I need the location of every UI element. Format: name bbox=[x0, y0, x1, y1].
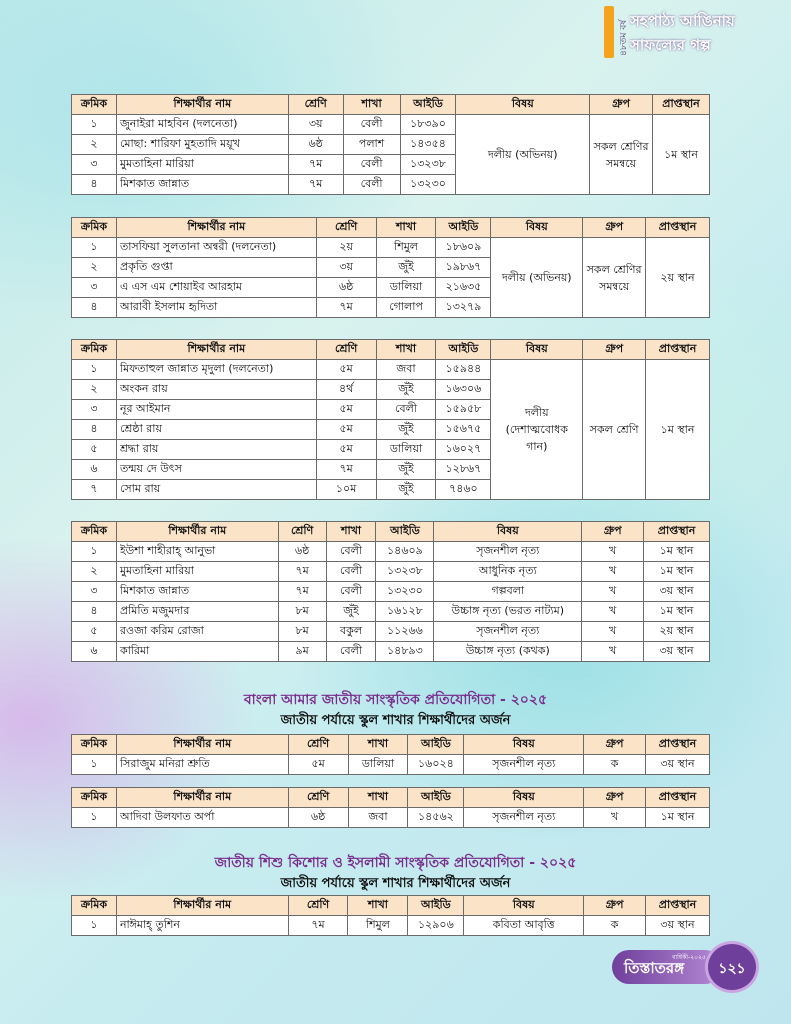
group-cell: ক bbox=[584, 755, 646, 775]
id-cell: ১৬১২৮ bbox=[376, 602, 434, 622]
class-cell: ৭ম bbox=[288, 916, 348, 936]
table-row bbox=[72, 582, 710, 602]
results-table-national-3 bbox=[71, 895, 710, 936]
serial-cell: ১ bbox=[72, 755, 117, 775]
col-header: বিষয় bbox=[491, 340, 583, 360]
class-cell: ৭ম bbox=[316, 460, 376, 480]
class-cell: ৬ষ্ঠ bbox=[288, 135, 343, 155]
serial-cell: ১ bbox=[72, 916, 117, 936]
class-cell: ১০ম bbox=[316, 480, 376, 500]
col-header: ক্রমিক bbox=[72, 340, 117, 360]
class-cell: ৫ম bbox=[316, 400, 376, 420]
col-header: শাখা bbox=[348, 735, 408, 755]
section-cell: গোলাপ bbox=[376, 298, 436, 318]
footer-brand: তিস্তাতরঙ্গ bbox=[624, 959, 685, 977]
col-header: গ্রুপ bbox=[584, 896, 646, 916]
position-cell: ২য় স্থান bbox=[644, 622, 710, 642]
table-header-row bbox=[72, 896, 710, 916]
table-row bbox=[72, 238, 710, 258]
student-name-cell: মুমতাহিনা মারিয়া bbox=[116, 155, 288, 175]
id-cell: ১২৯০৬ bbox=[408, 916, 464, 936]
class-cell: ৬ষ্ঠ bbox=[288, 808, 348, 828]
section-cell: বেলী bbox=[326, 562, 376, 582]
col-header: প্রাপ্তস্থান bbox=[646, 735, 710, 755]
col-header: বিষয় bbox=[464, 896, 584, 916]
class-cell: ৩য় bbox=[288, 115, 343, 135]
student-name-cell: মিশকাত জান্নাত bbox=[116, 175, 288, 195]
id-cell: ১৩২৩৮ bbox=[376, 562, 434, 582]
student-name-cell: মিশকাত জান্নাত bbox=[116, 582, 278, 602]
class-cell: ৯ম bbox=[278, 642, 326, 662]
section-cell: ডালিয়া bbox=[376, 278, 436, 298]
col-header: প্রাপ্তস্থান bbox=[646, 896, 710, 916]
col-header: বিষয় bbox=[456, 95, 590, 115]
subject-cell: সৃজনশীল নৃত্য bbox=[434, 542, 582, 562]
position-cell: ১ম স্থান bbox=[644, 542, 710, 562]
serial-cell: ৩ bbox=[72, 155, 117, 175]
class-cell: ৭ম bbox=[288, 175, 343, 195]
subject-cell: দলীয় (অভিনয়) bbox=[456, 115, 590, 195]
position-cell: ১ম স্থান bbox=[646, 360, 710, 500]
position-cell: ২য় স্থান bbox=[646, 238, 710, 318]
class-cell: ৮ম bbox=[278, 622, 326, 642]
section-cell: জবা bbox=[348, 808, 408, 828]
group-cell: খ bbox=[582, 582, 644, 602]
section-cell: পলাশ bbox=[343, 135, 400, 155]
results-table-individual bbox=[71, 521, 710, 662]
serial-cell: ৪ bbox=[72, 602, 117, 622]
table-row bbox=[72, 808, 710, 828]
serial-cell: ২ bbox=[72, 380, 117, 400]
section-cell: বেলী bbox=[343, 115, 400, 135]
id-cell: ১৬০২৪ bbox=[408, 755, 464, 775]
id-cell: ১১২৬৬ bbox=[376, 622, 434, 642]
table-row bbox=[72, 562, 710, 582]
position-cell: ১ম স্থান bbox=[644, 562, 710, 582]
header-accent-bar bbox=[604, 6, 614, 58]
student-name-cell: মিফতাহুল জান্নাত মৃদুলা (দলনেতা) bbox=[116, 360, 316, 380]
student-name-cell: মুমতাহিনা মারিয়া bbox=[116, 562, 278, 582]
class-cell: ২য় bbox=[316, 238, 376, 258]
table-header-row bbox=[72, 95, 710, 115]
student-name-cell: প্রকৃতি গুপ্তা bbox=[116, 258, 316, 278]
subject-cell: সৃজনশীল নৃত্য bbox=[464, 755, 584, 775]
col-header: শিক্ষার্থীর নাম bbox=[116, 735, 288, 755]
col-header: শিক্ষার্থীর নাম bbox=[116, 340, 316, 360]
col-header: শাখা bbox=[343, 95, 400, 115]
section-cell: জুঁই bbox=[376, 460, 436, 480]
col-header: ক্রমিক bbox=[72, 522, 117, 542]
subject-cell: সৃজনশীল নৃত্য bbox=[464, 808, 584, 828]
id-cell: ১৪৩৫৪ bbox=[400, 135, 456, 155]
col-header: আইডি bbox=[400, 95, 456, 115]
table-header-row bbox=[72, 340, 710, 360]
section-cell: বেলী bbox=[326, 642, 376, 662]
serial-cell: ১ bbox=[72, 360, 117, 380]
section-cell: শিমুল bbox=[376, 238, 436, 258]
class-cell: ৫ম bbox=[316, 360, 376, 380]
id-cell: ১৩২৩৮ bbox=[400, 155, 456, 175]
id-cell: ১৩২৩০ bbox=[400, 175, 456, 195]
position-cell: ১ম স্থান bbox=[646, 808, 710, 828]
student-name-cell: নাঈমাহ্ তুশিন bbox=[116, 916, 288, 936]
position-cell: ১ম স্থান bbox=[644, 602, 710, 622]
section-cell: জুঁই bbox=[376, 420, 436, 440]
header-ribbon bbox=[604, 0, 791, 62]
group-cell: সকল শ্রেণির সমন্বয়ে bbox=[583, 238, 646, 318]
serial-cell: ৪ bbox=[72, 420, 117, 440]
student-name-cell: ইউশা শাহীরাহ্ আনুভা bbox=[116, 542, 278, 562]
col-header: আইডি bbox=[408, 788, 464, 808]
page-number: ১২১ bbox=[718, 961, 746, 977]
col-header: গ্রুপ bbox=[583, 340, 646, 360]
col-header: শাখা bbox=[348, 896, 408, 916]
class-cell: ৬ষ্ঠ bbox=[316, 278, 376, 298]
col-header: প্রাপ্তস্থান bbox=[646, 218, 710, 238]
header-title-line2: সাফল্যের গল্প bbox=[630, 36, 711, 54]
col-header: শ্রেণি bbox=[288, 735, 348, 755]
class-cell: ৫ম bbox=[288, 755, 348, 775]
col-header: আইডি bbox=[436, 218, 491, 238]
col-header: প্রাপ্তস্থান bbox=[646, 788, 710, 808]
section-cell: জবা bbox=[376, 360, 436, 380]
col-header: শাখা bbox=[348, 788, 408, 808]
section-cell: জুঁই bbox=[376, 380, 436, 400]
serial-cell: ৩ bbox=[72, 400, 117, 420]
id-cell: ১৮৩৯০ bbox=[400, 115, 456, 135]
group-cell: ক bbox=[584, 916, 646, 936]
col-header: ক্রমিক bbox=[72, 896, 117, 916]
table-header-row bbox=[72, 218, 710, 238]
col-header: ক্রমিক bbox=[72, 788, 117, 808]
student-name-cell: অংকন রায় bbox=[116, 380, 316, 400]
col-header: শাখা bbox=[376, 340, 436, 360]
col-header: শিক্ষার্থীর নাম bbox=[116, 218, 316, 238]
serial-cell: ২ bbox=[72, 135, 117, 155]
col-header: ক্রমিক bbox=[72, 735, 117, 755]
col-header: বিষয় bbox=[491, 218, 583, 238]
table-row bbox=[72, 360, 710, 380]
section-subtitle: জাতীয় পর্যায়ে স্কুল শাখার শিক্ষার্থীদের অর্জন bbox=[280, 713, 511, 728]
id-cell: ১৪৫৬২ bbox=[408, 808, 464, 828]
section-title: জাতীয় শিশু কিশোর ও ইসলামী সাংস্কৃতিক প্রতিযোগিতা - ২০২৫ bbox=[214, 855, 577, 871]
serial-cell: ১ bbox=[72, 115, 117, 135]
section-cell: ডালিয়া bbox=[348, 755, 408, 775]
serial-cell: ৫ bbox=[72, 622, 117, 642]
section-cell: জুঁই bbox=[376, 258, 436, 278]
student-name-cell: তন্ময় দে উৎস bbox=[116, 460, 316, 480]
subject-cell: আধুনিক নৃত্য bbox=[434, 562, 582, 582]
id-cell: ৭৪৬০ bbox=[436, 480, 491, 500]
section-cell: জুঁই bbox=[326, 602, 376, 622]
table-row bbox=[72, 642, 710, 662]
section-cell: বেলী bbox=[326, 582, 376, 602]
section-cell: শিমুল bbox=[348, 916, 408, 936]
position-cell: ৩য় স্থান bbox=[644, 642, 710, 662]
section-cell: জুঁই bbox=[376, 480, 436, 500]
student-name-cell: তাসফিয়া সুলতানা অন্বরী (দলনেতা) bbox=[116, 238, 316, 258]
results-table-national-1 bbox=[71, 734, 710, 775]
header-year-label: ৪৮তম বর্ষ bbox=[619, 19, 629, 56]
table-row bbox=[72, 916, 710, 936]
position-cell: ৩য় স্থান bbox=[644, 582, 710, 602]
table-header-row bbox=[72, 522, 710, 542]
col-header: আইডি bbox=[408, 735, 464, 755]
section-cell: বেলী bbox=[343, 175, 400, 195]
table-row bbox=[72, 602, 710, 622]
footer-year: বার্ষিকী-২০২৫ bbox=[672, 954, 706, 961]
col-header: শাখা bbox=[326, 522, 376, 542]
student-name-cell: আরাবী ইসলাম হৃদিতা bbox=[116, 298, 316, 318]
class-cell: ৪র্থ bbox=[316, 380, 376, 400]
id-cell: ১৬০২৭ bbox=[436, 440, 491, 460]
group-cell: খ bbox=[582, 622, 644, 642]
section-cell: বেলী bbox=[343, 155, 400, 175]
group-cell: খ bbox=[582, 642, 644, 662]
id-cell: ১৫৬৭৫ bbox=[436, 420, 491, 440]
col-header: গ্রুপ bbox=[584, 788, 646, 808]
serial-cell: ৪ bbox=[72, 298, 117, 318]
id-cell: ১৯৮৬৭ bbox=[436, 258, 491, 278]
col-header: আইডি bbox=[436, 340, 491, 360]
col-header: শ্রেণি bbox=[288, 788, 348, 808]
position-cell: ৩য় স্থান bbox=[646, 916, 710, 936]
serial-cell: ৭ bbox=[72, 480, 117, 500]
class-cell: ৭ম bbox=[316, 298, 376, 318]
table-row bbox=[72, 622, 710, 642]
class-cell: ৭ম bbox=[288, 155, 343, 175]
section-cell: ডালিয়া bbox=[376, 440, 436, 460]
section-cell: বেলী bbox=[326, 542, 376, 562]
subject-cell: কবিতা আবৃত্তি bbox=[464, 916, 584, 936]
id-cell: ১২৮৬৭ bbox=[436, 460, 491, 480]
serial-cell: ৪ bbox=[72, 175, 117, 195]
group-cell: খ bbox=[582, 602, 644, 622]
student-name-cell: নূর আইমান bbox=[116, 400, 316, 420]
col-header: বিষয় bbox=[464, 735, 584, 755]
serial-cell: ৬ bbox=[72, 460, 117, 480]
col-header: শাখা bbox=[376, 218, 436, 238]
student-name-cell: সিরাজুম মনিরা শ্রুতি bbox=[116, 755, 288, 775]
student-name-cell: জুনাইরা মাহবিন (দলনেতা) bbox=[116, 115, 288, 135]
student-name-cell: এ এস এম শোয়াইব আরহাম bbox=[116, 278, 316, 298]
class-cell: ৫ম bbox=[316, 440, 376, 460]
serial-cell: ৩ bbox=[72, 582, 117, 602]
class-cell: ৭ম bbox=[278, 582, 326, 602]
id-cell: ১৩২৭৯ bbox=[436, 298, 491, 318]
class-cell: ৬ষ্ঠ bbox=[278, 542, 326, 562]
position-cell: ১ম স্থান bbox=[653, 115, 710, 195]
results-table-patriotic-song bbox=[71, 339, 710, 500]
id-cell: ২১৬৩৫ bbox=[436, 278, 491, 298]
serial-cell: ৫ bbox=[72, 440, 117, 460]
col-header: শিক্ষার্থীর নাম bbox=[116, 522, 278, 542]
serial-cell: ৩ bbox=[72, 278, 117, 298]
page-footer-badge bbox=[612, 944, 768, 990]
class-cell: ৭ম bbox=[278, 562, 326, 582]
class-cell: ৩য় bbox=[316, 258, 376, 278]
col-header: ক্রমিক bbox=[72, 218, 117, 238]
subject-cell: উচ্চাঙ্গ নৃত্য (ভরত নাট্যম) bbox=[434, 602, 582, 622]
class-cell: ৫ম bbox=[316, 420, 376, 440]
serial-cell: ২ bbox=[72, 562, 117, 582]
group-cell: সকল শ্রেণির সমন্বয়ে bbox=[590, 115, 653, 195]
header-title-line1: সহপাঠ্য আঙিনায় bbox=[630, 12, 735, 30]
col-header: শ্রেণি bbox=[316, 218, 376, 238]
serial-cell: ১ bbox=[72, 542, 117, 562]
class-cell: ৮ম bbox=[278, 602, 326, 622]
id-cell: ১৫৯৫৮ bbox=[436, 400, 491, 420]
id-cell: ১৬৩০৬ bbox=[436, 380, 491, 400]
group-cell: খ bbox=[582, 542, 644, 562]
table-header-row bbox=[72, 788, 710, 808]
section-cell: বেলী bbox=[376, 400, 436, 420]
table-row bbox=[72, 542, 710, 562]
student-name-cell: রওজা করিম রোজা bbox=[116, 622, 278, 642]
col-header: শিক্ষার্থীর নাম bbox=[116, 95, 288, 115]
col-header: প্রাপ্তস্থান bbox=[653, 95, 710, 115]
group-cell: খ bbox=[582, 562, 644, 582]
student-name-cell: শ্রেষ্ঠা রায় bbox=[116, 420, 316, 440]
student-name-cell: প্রমিতি মজুমদার bbox=[116, 602, 278, 622]
col-header: শ্রেণি bbox=[288, 95, 343, 115]
id-cell: ১৩২৩০ bbox=[376, 582, 434, 602]
col-header: গ্রুপ bbox=[584, 735, 646, 755]
results-table-drama-2 bbox=[71, 217, 710, 318]
group-cell: সকল শ্রেণি bbox=[583, 360, 646, 500]
serial-cell: ১ bbox=[72, 808, 117, 828]
col-header: শ্রেণি bbox=[288, 896, 348, 916]
student-name-cell: শ্রদ্ধা রায় bbox=[116, 440, 316, 460]
col-header: গ্রুপ bbox=[582, 522, 644, 542]
serial-cell: ৬ bbox=[72, 642, 117, 662]
id-cell: ১৪৮৯৩ bbox=[376, 642, 434, 662]
student-name-cell: সোম রায় bbox=[116, 480, 316, 500]
col-header: শিক্ষার্থীর নাম bbox=[116, 896, 288, 916]
col-header: ক্রমিক bbox=[72, 95, 117, 115]
table-row bbox=[72, 755, 710, 775]
col-header: বিষয় bbox=[434, 522, 582, 542]
student-name-cell: কারিমা bbox=[116, 642, 278, 662]
col-header: আইডি bbox=[408, 896, 464, 916]
col-header: গ্রুপ bbox=[590, 95, 653, 115]
position-cell: ৩য় স্থান bbox=[646, 755, 710, 775]
col-header: আইডি bbox=[376, 522, 434, 542]
col-header: শিক্ষার্থীর নাম bbox=[116, 788, 288, 808]
subject-cell: গল্পবলা bbox=[434, 582, 582, 602]
subject-cell: সৃজনশীল নৃত্য bbox=[434, 622, 582, 642]
results-table-drama-1 bbox=[71, 94, 710, 195]
serial-cell: ২ bbox=[72, 258, 117, 278]
id-cell: ১৪৬০৯ bbox=[376, 542, 434, 562]
col-header: বিষয় bbox=[464, 788, 584, 808]
id-cell: ১৫৯৪৪ bbox=[436, 360, 491, 380]
table-row bbox=[72, 115, 710, 135]
subject-cell: উচ্চাঙ্গ নৃত্য (কথক) bbox=[434, 642, 582, 662]
group-cell: খ bbox=[584, 808, 646, 828]
student-name-cell: আদিবা উলফাত অর্পা bbox=[116, 808, 288, 828]
serial-cell: ১ bbox=[72, 238, 117, 258]
col-header: প্রাপ্তস্থান bbox=[646, 340, 710, 360]
col-header: শ্রেণি bbox=[278, 522, 326, 542]
subject-cell: দলীয় (অভিনয়) bbox=[491, 238, 583, 318]
table-header-row bbox=[72, 735, 710, 755]
results-table-national-2 bbox=[71, 787, 710, 828]
col-header: গ্রুপ bbox=[583, 218, 646, 238]
student-name-cell: মোছা: শারিফা মুহতাদি ময়ূখ bbox=[116, 135, 288, 155]
col-header: প্রাপ্তস্থান bbox=[644, 522, 710, 542]
col-header: শ্রেণি bbox=[316, 340, 376, 360]
id-cell: ১৮৬০৯ bbox=[436, 238, 491, 258]
section-title: বাংলা আমার জাতীয় সাংস্কৃতিক প্রতিযোগিতা - ২০২৫ bbox=[243, 692, 548, 708]
section-subtitle: জাতীয় পর্যায়ে স্কুল শাখার শিক্ষার্থীদের অর্জন bbox=[280, 876, 511, 891]
subject-cell: দলীয় (দেশাত্মবোধক গান) bbox=[491, 360, 583, 500]
section-cell: বকুল bbox=[326, 622, 376, 642]
